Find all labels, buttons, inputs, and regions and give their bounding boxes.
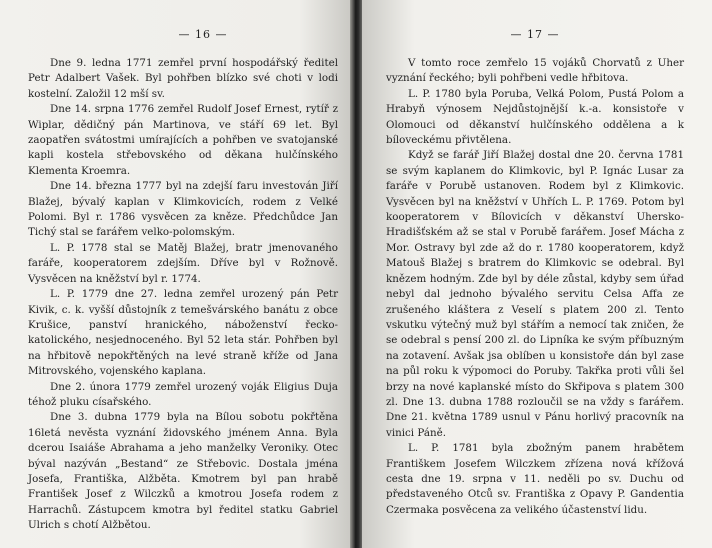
paragraph: Když se farář Jiří Blažej dostal dne 20. června 1781 se svým kaplanem do Klimkovic, byl P. Ignác Lusar za faráře v Porubě ustanoven. Rodem byl z Klimkovic. Vysvěcen byl na kněžství v Uhřích L. P. 1769. Potom byl kooperatorem v Bílovicích v děkanství Uhersko-Hradišťském až se stal v Porubě farářem. Josef Mácha z Mor. Ostravy byl zde až do r. 1780 kooperatorem, když Matouš Blažej s bratrem do Klimkovic se odebral. Byl knězem hodným. Zde byl by déle zůstal, kdyby sem úřad nebyl dal jednoho bývalého servitu Celsa Affa ze zrušeného kláštera z Veselí s platem 200 zl. Tento vskutku výtečný muž byl stářím a nemocí tak zničen, že se odebral s pensí 200 zl. do Lipníka ke svým příbuzným na zotavení. Avšak jsa oblíben u konsistoře dán byl zase na půl roku k výpomoci do Poruby. Takřka proti vůli šel brzy na nové kaplanské místo do Skřipova s platem 300 zl. Dne 13. dubna 1788 rozloučil se na vždy s farářem. Dne 21. května 1789 usnul v Pánu horlivý pracovník na vinici Páně.: [386, 149, 684, 439]
paragraph: L. P. 1778 stal se Matěj Blažej, bratr jmenovaného faráře, kooperatorem zdejším. Dříve byl v Rožnově. Vysvěcen na kněžství byl r. 1774.: [28, 241, 338, 285]
right-page: [362, 0, 712, 548]
paragraph: Dne 14. března 1777 byl na zdejší faru investován Jiří Blažej, bývalý kaplan v Klimkovicích, rodem z Velké Polomi. Byl r. 1786 vysvěcen za kněze. Předchůdce Jan Tichý stal se farářem velko-polomským.: [28, 180, 338, 239]
paragraph: L. P. 1779 dne 27. ledna zemřel urozený pán Petr Kivik, c. k. vyšší důstojník z temešvárského banátu z obce Krušice, panství hranického, náboženství řecko-katolického, nesjednoceného. Byl 52 leta stár. Pohřben byl na hřbitově nepokřtěných na levé straně kříže od Jana Mitrovského, vojenského kaplana.: [28, 288, 338, 378]
paragraph: Dne 9. ledna 1771 zemřel první hospodářský ředitel Petr Adalbert Vašek. Byl pohřben blízko své choti v lodi kostelní. Založil 12 mší sv.: [28, 57, 338, 100]
paragraph: L. P. 1780 byla Poruba, Velká Polom, Pustá Polom a Hrabyň výnosem Nejdůstojnější k.-a. konsistoře v Olomouci od děkanství hulčínského oddělena a k bíloveckému přivtělena.: [386, 87, 684, 147]
paragraph: Dne 2. února 1779 zemřel urozený voják Eligius Duja téhož pluku císařského.: [28, 380, 338, 408]
paragraph: Dne 3. dubna 1779 byla na Bílou sobotu pokřtěna 16letá nevěsta vyznání židovského jménem Anna. Byla dcerou Isaiáše Abrahama a jeho manželky Veroniky. Otec býval nazýván „Bestand“ ze Střebovic. Dostala jména Josefa, Františka, Alžběta. Kmotrem byl pan hrabě František Josef z Wilczků a kmotrou Josefa rodem z Harrachů. Zástupcem kmotra byl ředitel statku Gabriel Ulrich s chotí Alžbětou.: [28, 411, 338, 532]
page-number-left: — 16 —: [178, 28, 228, 41]
paragraph: L. P. 1781 byla zbožným panem hrabětem Františkem Josefem Wilczkem zřízena nová křížová cesta dne 19. srpna v 11. neděli po sv. Duchu od představeného Otců sv. Františka z Opavy P. Gandentia Czermaka posvěcena za velikého účastenství lidu.: [386, 442, 684, 516]
left-page: [0, 0, 352, 548]
page-number-right: — 17 —: [510, 28, 560, 41]
paragraph: Dne 14. srpna 1776 zemřel Rudolf Josef Ernest, rytíř z Wiplar, dědičný pán Martinova, ve stáří 69 let. Byl zaopatřen svátostmi umírajících a pohřben ve svatojanské kapli kostela střebovského od děkana hulčínského Klementa Kroemra.: [28, 103, 338, 177]
paragraph: V tomto roce zemřelo 15 vojáků Chorvatů z Uher vyznání řeckého; byli pohřbeni vedle hřbitova.: [386, 57, 684, 85]
